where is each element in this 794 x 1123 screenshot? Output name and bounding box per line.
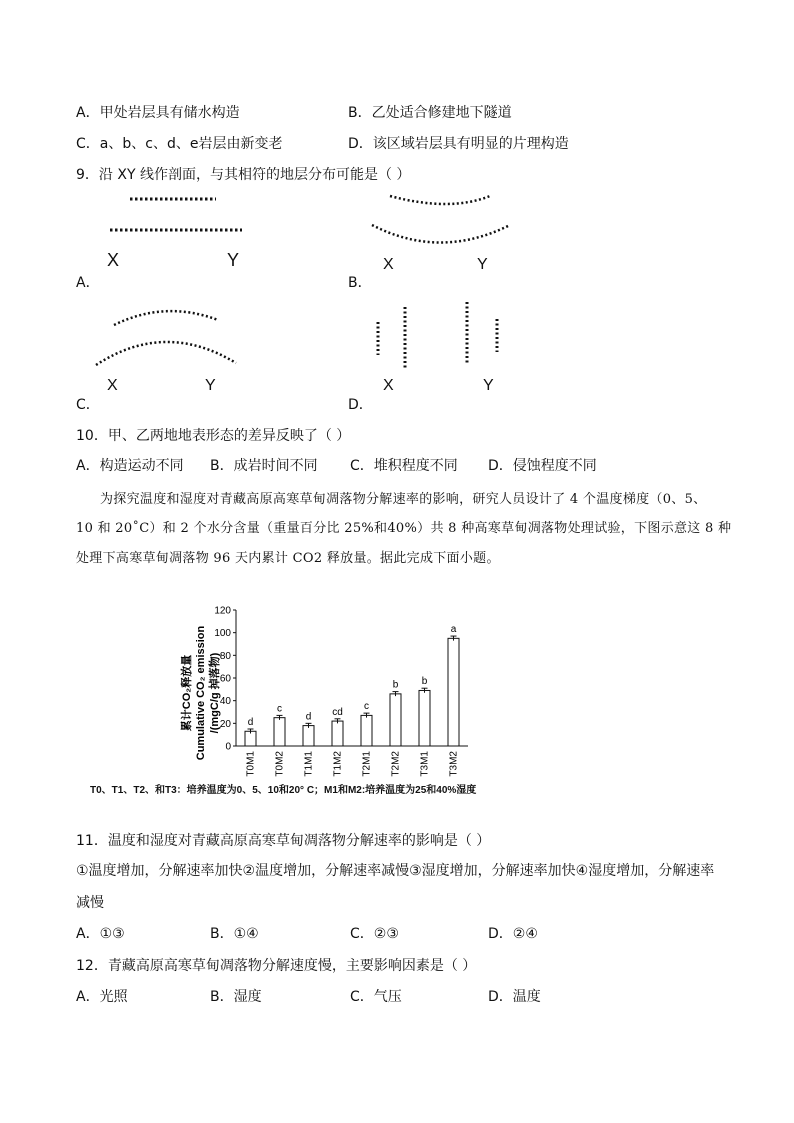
y-tick-label: 0 [225,741,231,753]
q8-option-b[interactable]: B．乙处适合修建地下隧道 [348,105,512,121]
q11-option-b[interactable]: B．①④ [210,926,259,942]
co2-bar-chart [180,598,480,788]
q8-option-c[interactable]: C．a、b、c、d、e岩层由新变老 [76,136,283,152]
q12-option-b[interactable]: B．湿度 [210,989,262,1005]
passage-line-1: 为探究温度和湿度对青藏高原高寒草甸凋落物分解速率的影响，研究人员设计了 4 个温度梯度（0、5、 [100,492,707,507]
x-tick-label: T0M2 [274,751,286,777]
x-tick-label: T3M1 [419,751,431,777]
significance-letter: b [392,679,399,691]
x-tick-label: T2M1 [361,751,373,777]
q12-option-a[interactable]: A．光照 [76,989,128,1005]
significance-letter: c [364,701,369,713]
significance-letter: a [450,624,457,636]
q10-option-c[interactable]: C．堆积程度不同 [350,458,458,474]
q9-option-b[interactable]: B． [348,275,372,291]
q12-stem: 12．青藏高原高寒草甸凋落物分解速度慢，主要影响因素是（ ） [76,958,477,974]
q9-d-y-label: Y [483,377,494,394]
y-axis-label-line: Cumulative CO₂ emission [195,625,207,761]
bar [448,638,459,746]
q9-c-y-label: Y [205,377,216,394]
significance-letter: cd [332,706,343,718]
bar [419,690,430,746]
q10-option-a[interactable]: A．构造运动不同 [76,458,184,474]
y-tick-label: 80 [219,650,231,662]
q12-option-c[interactable]: C．气压 [350,989,402,1005]
q10-option-b[interactable]: B．成岩时间不同 [210,458,318,474]
passage-line-3: 处理下高寒草甸凋落物 96 天内累计 CO2 释放量。据此完成下面小题。 [76,551,500,566]
x-tick-label: T3M2 [448,751,460,777]
q9-option-a[interactable]: A． [76,275,100,291]
q9-figure-d [365,297,515,372]
x-tick-label: T0M1 [245,751,257,777]
passage-line-2: 10 和 20˚C）和 2 个水分含量（重量百分比 25%和40%）共 8 种高寒草甸凋落物处理试验，下图示意这 8 种 [76,521,732,536]
bar [390,694,401,746]
chart-caption: T0、T1、T2、和T3：培养温度为0、5、10和20° C；M1和M2:培养温度为25和40%湿度 [90,785,477,796]
stratum-line [372,225,510,243]
q12-option-d[interactable]: D．温度 [488,989,541,1005]
y-axis-label [180,625,221,760]
significance-letter: d [305,711,312,723]
stratum-line [114,311,218,325]
q9-figure-c [90,300,250,375]
q9-a-x-label: X [107,250,120,270]
bar [332,721,343,746]
q9-figure-b [360,185,520,260]
y-tick-label: 40 [219,696,231,708]
q11-option-a[interactable]: A．①③ [76,926,125,942]
bar [361,715,372,746]
stratum-line [390,196,490,204]
q11-stem: 11．温度和湿度对青藏高原高寒草甸凋落物分解速率的影响是（ ） [76,833,491,849]
q10-option-d[interactable]: D．侵蚀程度不同 [488,458,597,474]
y-tick-label: 20 [219,718,231,730]
x-tick-label: T1M1 [303,751,315,777]
y-tick-label: 120 [214,605,231,617]
significance-letter: d [247,717,254,728]
q11-statements-line-1: ①温度增加，分解速率加快②温度增加，分解速率减慢③湿度增加，分解速率加快④湿度增加，分解速率 [76,863,715,879]
y-tick-label: 60 [219,673,231,685]
x-tick-label: T2M2 [390,751,402,777]
q11-option-d[interactable]: D．②④ [488,926,538,942]
q9-option-d[interactable]: D． [348,397,373,413]
q9-figure-a [100,190,280,275]
y-axis-label-line: 累计CO₂释放量 [181,654,193,732]
significance-letter: c [277,703,282,715]
q9-b-y-label: Y [477,256,488,273]
q9-stem: 9．沿 XY 线作剖面，与其相符的地层分布可能是（ ） [76,167,411,183]
q10-stem: 10．甲、乙两地地表形态的差异反映了（ ） [76,428,351,444]
q11-statements-line-2: 减慢 [76,895,104,911]
x-tick-label: T1M2 [332,751,344,777]
y-axis-label-line: /(mgC/g 掉落物) [209,652,221,734]
bar [274,718,285,746]
q9-a-y-label: Y [227,250,240,270]
significance-letter: b [421,676,428,688]
q8-option-a[interactable]: A．甲处岩层具有储水构造 [76,105,240,121]
q9-d-x-label: X [383,377,394,394]
q9-option-c[interactable]: C． [76,397,100,413]
q9-b-x-label: X [383,256,394,273]
q9-c-x-label: X [107,377,118,394]
q8-option-d[interactable]: D．该区域岩层具有明显的片理构造 [348,136,569,152]
y-tick-label: 100 [214,628,231,640]
q11-option-c[interactable]: C．②③ [350,926,399,942]
bar [303,726,314,746]
stratum-line [96,342,236,365]
